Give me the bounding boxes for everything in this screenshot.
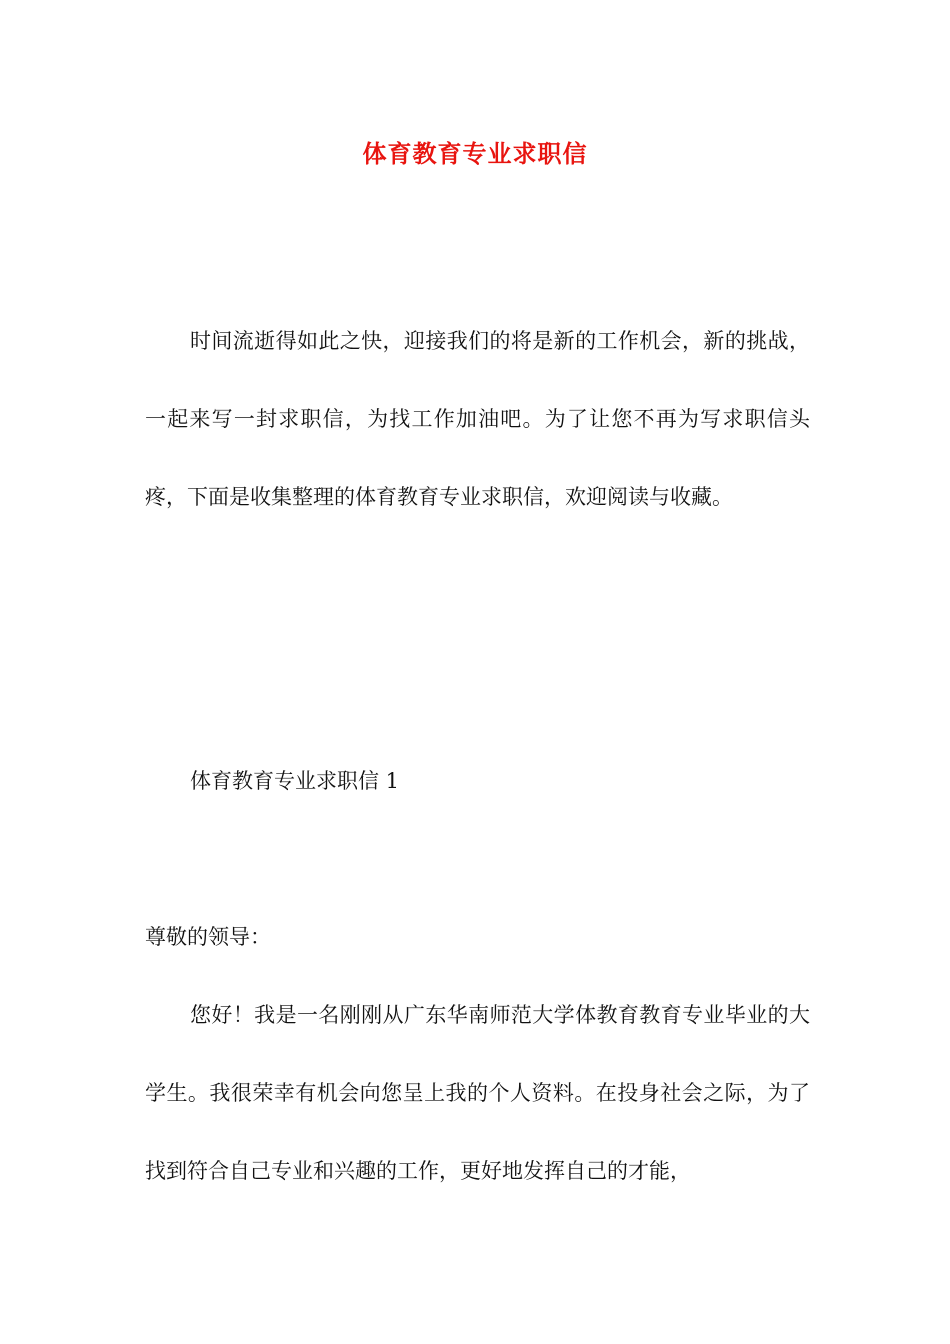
salutation: 尊敬的领导：: [145, 925, 271, 949]
intro-paragraph: 时间流逝得如此之快，迎接我们的将是新的工作机会，新的挑战，一起来写一封求职信，为找工作加油吧。为了让您不再为写求职信头疼，下面是收集整理的体育教育专业求职信，欢迎阅读与收藏。: [145, 329, 810, 509]
body-paragraph: 您好！我是一名刚刚从广东华南师范大学体教育教育专业毕业的大学生。我很荣幸有机会向您呈上我的个人资料。在投身社会之际，为了找到符合自己专业和兴趣的工作，更好地发挥自己的才能，: [145, 1003, 810, 1183]
section-heading: 体育教育专业求职信 1: [190, 769, 400, 793]
document-title: 体育教育专业求职信: [362, 139, 588, 168]
